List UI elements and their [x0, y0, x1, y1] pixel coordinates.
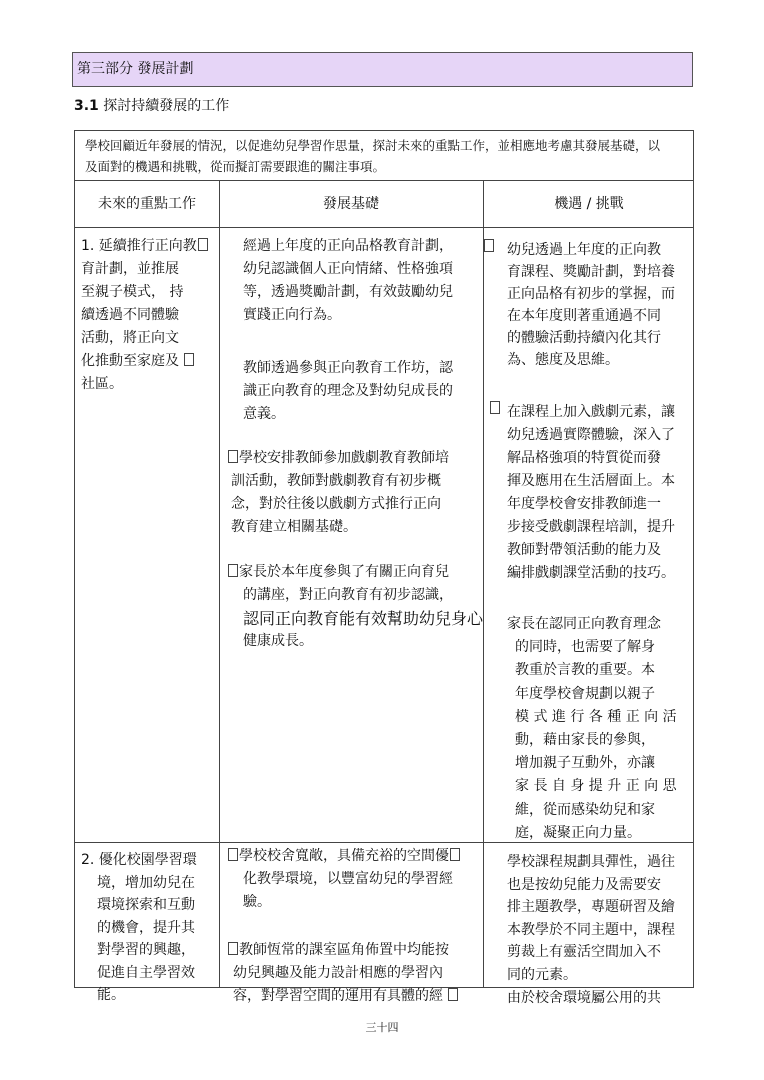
row1-opportunity-line: 育課程、獎勵計劃，對培養 — [507, 264, 675, 280]
bullet-box-icon — [450, 848, 460, 861]
row2-focus-line: 能。 — [97, 987, 125, 1003]
row1-basis-line: 的講座，對正向教育有初步認識， — [243, 587, 453, 603]
row1-opportunity-2 — [507, 401, 675, 585]
bullet-box-icon — [484, 239, 494, 252]
row1-basis-line: 識正向教育的理念及對幼兒成長的 — [243, 383, 453, 399]
row1-opportunity-line: 家 長 自 身 提 升 正 向 思 — [515, 778, 677, 795]
bullet-box-icon — [198, 238, 208, 251]
row1-opportunity-line: 動，藉由家長的參與， — [515, 732, 655, 749]
row2-basis-1 — [227, 845, 461, 914]
row1-opportunity-line: 揮及應用在生活層面上。本 — [507, 473, 675, 489]
row1-focus-line: 至親子模式， 持 — [81, 284, 184, 300]
row1-basis-line: 等，透過獎勵計劃，有效鼓勵幼兒 — [243, 284, 453, 300]
row1-basis-3 — [227, 447, 449, 539]
row1-basis-line: 健康成長。 — [243, 633, 313, 649]
row1-basis-2 — [243, 357, 453, 426]
row2-opportunity-line: 學校課程規劃具彈性，過往 — [507, 854, 675, 870]
column-divider — [219, 181, 220, 987]
row1-opportunity-line: 步接受戲劇課程培訓，提升 — [507, 519, 675, 535]
row1-opportunity-line: 庭，凝聚正向力量。 — [515, 824, 641, 841]
row2-opportunity-line: 也是按幼兒能力及需要安 — [507, 876, 661, 893]
row2-basis-2 — [227, 939, 459, 1008]
row2-focus-line: 環境探索和互動 — [97, 897, 195, 913]
row1-opportunity-line: 增加親子互動外，亦讓 — [515, 755, 655, 772]
column-header-basis: 發展基礎 — [323, 196, 379, 212]
row2-opportunity-line: 本教學於不同主題中，課程 — [507, 921, 675, 938]
column-header-opportunities: 機遇 / 挑戰 — [554, 196, 624, 212]
row1-opportunity-1 — [507, 239, 675, 371]
row1-opportunity-line: 為、態度及思維。 — [507, 352, 619, 368]
row1-focus — [81, 235, 209, 396]
header-divider — [75, 227, 693, 228]
row2-focus — [81, 849, 197, 1007]
row2-focus-line: 境，增加幼兒在 — [97, 874, 195, 891]
row1-focus-line: 社區。 — [81, 376, 123, 392]
row1-opportunity-line: 編排戲劇課堂活動的技巧。 — [507, 565, 675, 581]
row1-opportunity-line: 正向品格有初步的掌握，而 — [507, 286, 675, 302]
row2-basis-line: 容，對學習空間的運用有具體的經 — [233, 988, 443, 1004]
row1-basis-line: 幼兒認識個人正向情緒、性格強項 — [243, 261, 453, 277]
row2-focus-line: 對學習的興趣， — [97, 942, 195, 958]
row2-opportunity-line: 同的元素。 — [507, 966, 577, 983]
column-divider — [483, 181, 484, 987]
intro-box — [74, 130, 694, 181]
bullet-box-icon — [184, 353, 194, 366]
row1-focus-line: 化推動至家庭及 — [81, 353, 179, 369]
row1-basis-line: 訓活動，教師對戲劇教育有初步概 — [231, 473, 441, 489]
row1-focus-line: 育計劃，並推展 — [81, 261, 179, 277]
row1-opportunity-line: 幼兒透過上年度的正向教 — [507, 242, 661, 258]
row1-basis-line: 學校安排教師參加戲劇教育教師培 — [239, 450, 449, 466]
row1-opportunity-line: 幼兒透過實際體驗，深入了 — [507, 427, 675, 443]
intro-line-2: 及面對的機遇和挑戰，從而擬訂需要跟進的關注事項。 — [85, 159, 386, 174]
column-header-focus: 未來的重點工作 — [98, 196, 196, 212]
row1-focus-line: 續透過不同體驗 — [81, 307, 179, 323]
row1-opportunity-line: 教師對帶領活動的能力及 — [507, 542, 661, 558]
row1-basis-4 — [227, 561, 483, 653]
row2-basis-line: 學校校舍寬敞，具備充裕的空間優 — [239, 848, 449, 864]
row2-basis-line: 化教學環境，以豐富幼兒的學習經 — [243, 871, 453, 887]
row1-opportunity-line: 模 式 進 行 各 種 正 向 活 — [515, 708, 677, 725]
row2-opportunity-1 — [507, 851, 675, 1009]
intro-line-1: 學校回顧近年發展的情況，以促進幼兒學習作思量，探討未來的重點工作，並相應地考慮其發展基礎，以 — [85, 138, 661, 153]
row1-basis-line: 教育建立相關基礎。 — [231, 519, 357, 535]
row1-basis-1 — [243, 235, 453, 327]
row1-opportunity-line: 維，從而感染幼兒和家 — [515, 801, 655, 818]
row1-opportunity-line: 的同時，也需要了解身 — [515, 639, 655, 656]
bullet-box-icon — [228, 942, 238, 955]
bullet-box-icon — [228, 848, 238, 861]
row2-opportunity-line: 剪裁上有靈活空間加入不 — [507, 944, 661, 961]
subheading-number: 3.1 — [74, 98, 99, 114]
row2-focus-line: 促進自主學習效 — [97, 964, 195, 981]
row2-opportunity-line: 排主題教學，專題研習及繪 — [507, 899, 675, 916]
row1-opportunity-3 — [507, 613, 677, 845]
development-plan-table — [74, 180, 694, 1006]
row1-basis-line: 認同正向教育能有效幫助幼兒身心 — [243, 609, 484, 628]
row1-opportunity-line: 教重於言教的重要。本 — [515, 662, 655, 679]
row1-opportunity-line: 在課程上加入戲劇元素，讓 — [507, 404, 675, 420]
row1-opportunity-line: 年度學校會安排教師進一 — [507, 496, 661, 512]
row1-basis-line: 實踐正向行為。 — [243, 307, 341, 323]
row1-focus-line: 1. 延續推行正向教 — [81, 238, 197, 254]
row1-opportunity-line: 家長在認同正向教育理念 — [507, 616, 661, 632]
row1-opportunity-line: 解品格強項的特質從而發 — [507, 450, 661, 466]
subheading-text: 探討持續發展的工作 — [103, 98, 230, 114]
row2-basis-line: 驗。 — [243, 894, 271, 910]
row1-opportunity-line: 年度學校會規劃以親子 — [515, 685, 655, 702]
section-header: 第三部分 發展計劃 — [72, 52, 693, 87]
row1-focus-line: 活動，將正向文 — [81, 330, 179, 346]
row1-opportunity-line: 的體驗活動持續內化其行 — [507, 330, 661, 346]
row2-basis-line: 幼兒興趣及能力設計相應的學習內 — [233, 965, 443, 981]
row2-focus-line: 的機會，提升其 — [97, 919, 195, 936]
row2-opportunity-line: 由於校舍環境屬公用的共 — [507, 989, 661, 1006]
subheading — [74, 95, 229, 117]
row2-basis-line: 教師恆常的課室區角佈置中均能按 — [239, 942, 449, 958]
bullet-box-icon — [228, 450, 238, 463]
row1-basis-line: 經過上年度的正向品格教育計劃， — [243, 238, 453, 254]
row1-basis-line: 念，對於往後以戲劇方式推行正向 — [231, 496, 441, 512]
row1-basis-line: 家長於本年度參與了有關正向育兒 — [239, 564, 449, 580]
page-number: 三十四 — [365, 1021, 399, 1034]
row1-basis-line: 教師透過參與正向教育工作坊，認 — [243, 360, 453, 376]
row1-opportunity-line: 在本年度則著重通過不同 — [507, 308, 661, 324]
bullet-box-icon — [448, 988, 458, 1001]
row1-basis-line: 意義。 — [243, 406, 285, 422]
row2-focus-line: 2. 優化校園學習環 — [81, 852, 197, 868]
bullet-box-icon — [228, 564, 238, 577]
bullet-box-icon — [490, 401, 500, 414]
